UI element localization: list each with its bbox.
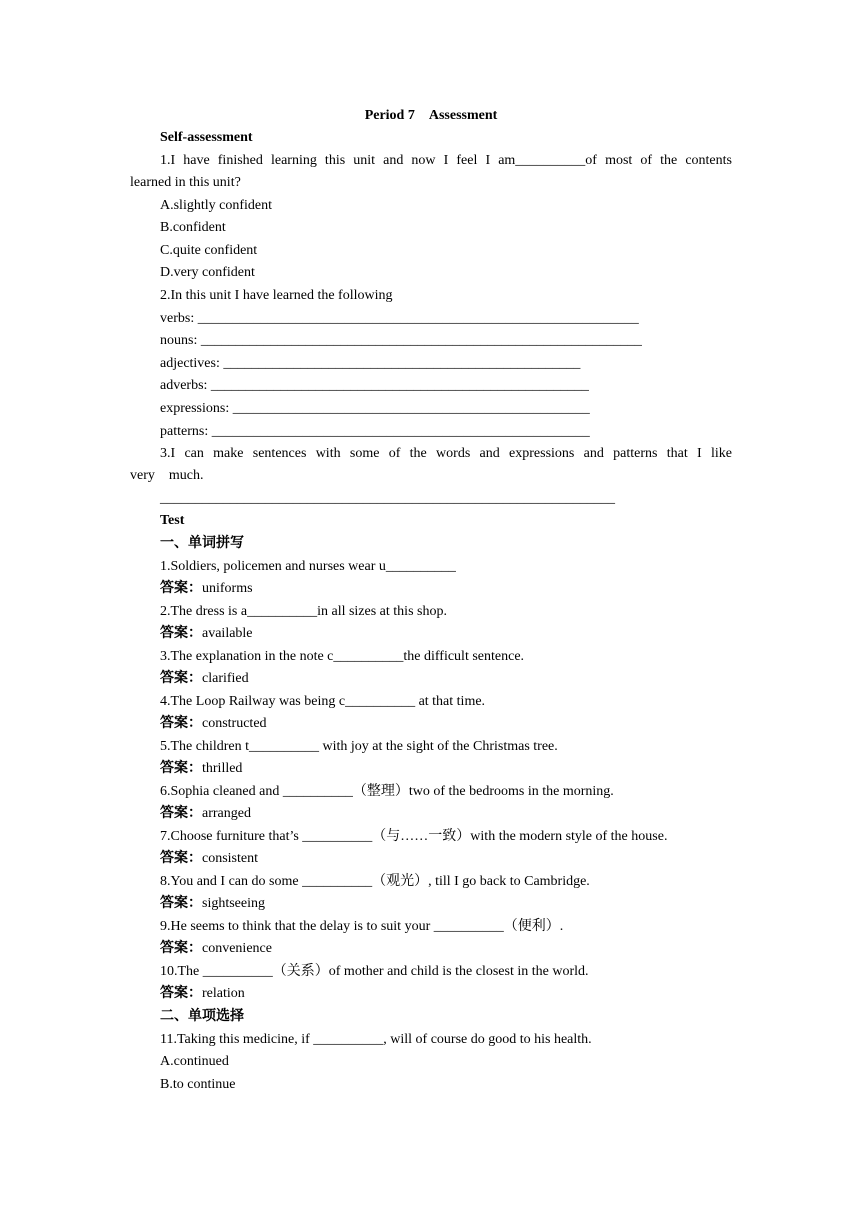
self-assessment-heading: Self-assessment xyxy=(160,130,253,145)
test-question-2: 2.The dress is a__________in all sizes at this shop. xyxy=(160,604,447,619)
q1-line-1: 1.I have finished learning this unit and now I feel I am__________of most of the contents xyxy=(160,153,732,168)
answer-value: available xyxy=(202,626,253,641)
answer-label: 答案： xyxy=(160,941,202,956)
test-answer-9 xyxy=(160,939,732,959)
test-question-3: 3.The explanation in the note c__________the difficult sentence. xyxy=(160,649,525,664)
answer-value: clarified xyxy=(202,671,249,686)
q3-blank-line: _________________________________________________________________ xyxy=(160,491,615,506)
section-1-heading: 一、单词拼写 xyxy=(160,536,244,551)
answer-value: relation xyxy=(202,986,245,1001)
test-question-4: 4.The Loop Railway was being c__________ at that time. xyxy=(160,694,486,709)
q2-verbs-line: verbs: _______________________________________________________________ xyxy=(160,311,639,326)
test-answer-6 xyxy=(160,804,732,824)
test-answer-2 xyxy=(160,624,732,644)
test-answer-7 xyxy=(160,849,732,869)
test-heading: Test xyxy=(160,513,185,528)
answer-label: 答案： xyxy=(160,761,202,776)
answer-value: uniforms xyxy=(202,581,253,596)
test-question-1: 1.Soldiers, policemen and nurses wear u__________ xyxy=(160,559,456,574)
test-answer-4 xyxy=(160,714,732,734)
q1-option-c: C.quite confident xyxy=(160,243,258,258)
q2-adjectives-line: adjectives: ___________________________________________________ xyxy=(160,356,581,371)
answer-label: 答案： xyxy=(160,896,202,911)
answer-value: thrilled xyxy=(202,761,243,776)
test-answer-10 xyxy=(160,984,732,1004)
q2-patterns-line: patterns: ______________________________________________________ xyxy=(160,424,590,439)
section-2-heading: 二、单项选择 xyxy=(160,1009,244,1024)
test-question-11: 11.Taking this medicine, if __________, will of course do good to his health. xyxy=(160,1032,592,1047)
q2-adverbs-line: adverbs: ______________________________________________________ xyxy=(160,378,589,393)
q2-intro: 2.In this unit I have learned the following xyxy=(160,288,393,303)
answer-value: arranged xyxy=(202,806,251,821)
answer-value: constructed xyxy=(202,716,267,731)
test-question-7: 7.Choose furniture that’s __________（与……一致）with the modern style of the house. xyxy=(160,829,668,844)
q1-line-2: learned in this unit? xyxy=(130,175,241,190)
q3-line-2: very much. xyxy=(130,468,204,483)
answer-value: consistent xyxy=(202,851,258,866)
test-answer-1 xyxy=(160,579,732,599)
answer-label: 答案： xyxy=(160,626,202,641)
answer-label: 答案： xyxy=(160,716,202,731)
q2-nouns-line: nouns: _______________________________________________________________ xyxy=(160,333,642,348)
answer-label: 答案： xyxy=(160,851,202,866)
q11-option-b: B.to continue xyxy=(160,1077,236,1092)
answer-label: 答案： xyxy=(160,581,202,596)
answer-value: sightseeing xyxy=(202,896,265,911)
test-question-10: 10.The __________（关系）of mother and child is the closest in the world. xyxy=(160,964,589,979)
test-answer-8 xyxy=(160,894,732,914)
test-question-5: 5.The children t__________ with joy at the sight of the Christmas tree. xyxy=(160,739,558,754)
q1-option-d: D.very confident xyxy=(160,265,255,280)
test-question-8: 8.You and I can do some __________（观光）, till I go back to Cambridge. xyxy=(160,874,590,889)
q1-option-a: A.slightly confident xyxy=(160,198,272,213)
q1-option-b: B.confident xyxy=(160,220,226,235)
test-question-6: 6.Sophia cleaned and __________（整理）two of the bedrooms in the morning. xyxy=(160,784,614,799)
answer-value: convenience xyxy=(202,941,272,956)
q2-expressions-line: expressions: ___________________________________________________ xyxy=(160,401,590,416)
page-title: Period 7 Assessment xyxy=(364,108,498,123)
test-answer-3 xyxy=(160,669,732,689)
answer-label: 答案： xyxy=(160,671,202,686)
answer-label: 答案： xyxy=(160,986,202,1001)
q3-line-1: 3.I can make sentences with some of the words and expressions and patterns that I like xyxy=(160,446,732,461)
q11-option-a: A.continued xyxy=(160,1054,229,1069)
test-answer-5 xyxy=(160,759,732,779)
test-question-9: 9.He seems to think that the delay is to suit your __________（便利）. xyxy=(160,919,564,934)
answer-label: 答案： xyxy=(160,806,202,821)
